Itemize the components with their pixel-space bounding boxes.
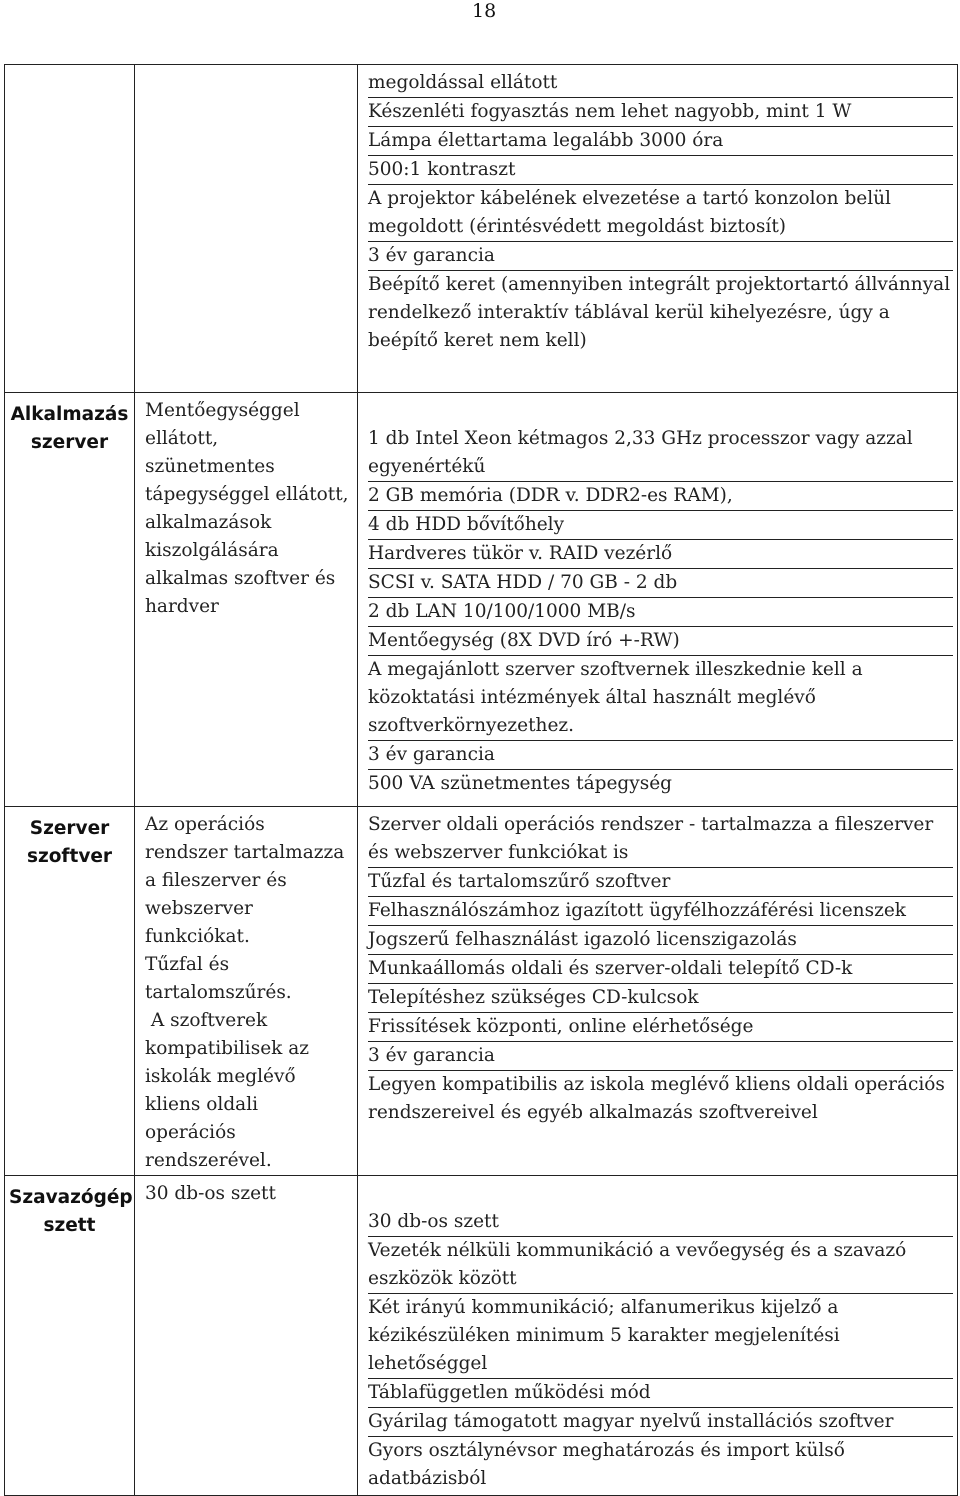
spec-item: Felhasználószámhoz igazított ügyfélhozzáférési licenszek — [368, 897, 953, 926]
description-cell — [135, 65, 358, 393]
spec-item: Vezeték nélküli kommunikáció a vevőegység és a szavazó eszközök között — [368, 1237, 953, 1294]
spec-item: 2 GB memória (DDR v. DDR2-es RAM), — [368, 482, 953, 511]
spec-item: Gyors osztálynévsor meghatározás és import külső adatbázisból — [368, 1440, 845, 1489]
spec-item: Táblafüggetlen működési mód — [368, 1379, 953, 1408]
description-cell — [135, 393, 358, 807]
spec-item: 3 év garancia — [368, 741, 953, 770]
spec-item: 500:1 kontraszt — [368, 156, 953, 185]
category-cell: Szerver szoftver — [5, 807, 135, 1176]
spec-item: Telepítéshez szükséges CD-kulcsok — [368, 984, 953, 1013]
table-row — [5, 65, 958, 393]
spec-item: Két irányú kommunikáció; alfanumerikus kijelző a kézikészüléken minimum 5 karakter megjelenítési lehetőséggel — [368, 1294, 953, 1379]
description-text: A szoftverek kompatibilisek az iskolák meglévő kliens oldali operációs rendszerével. — [145, 1010, 315, 1171]
spec-item: Beépítő keret (amennyiben integrált projektortartó állvánnyal rendelkező interaktív táblával kerül kihelyezésre, úgy a beépítő keret nem kell) — [368, 274, 951, 351]
description-text: Mentőegységgel ellátott, szünetmentes tápegységgel ellátott, alkalmazások kiszolgálására alkalmas szoftver és hardver — [145, 400, 349, 617]
spec-item: 1 db Intel Xeon kétmagos 2,33 GHz processzor vagy azzal egyenértékű — [368, 425, 953, 482]
spec-item: Tűzfal és tartalomszűrő szoftver — [368, 868, 953, 897]
spec-item: 4 db HDD bővítőhely — [368, 511, 953, 540]
spec-item: 3 év garancia — [368, 242, 953, 271]
description-text: 30 db-os szett — [145, 1183, 276, 1204]
spec-item: 2 db LAN 10/100/1000 MB/s — [368, 598, 953, 627]
spec-item: Szerver oldali operációs rendszer - tartalmazza a fileszerver és webszerver funkciókat is — [368, 811, 953, 868]
spec-item: megoldással ellátott — [368, 69, 953, 98]
category-cell — [5, 65, 135, 393]
spec-item: Jogszerű felhasználást igazoló licenszigazolás — [368, 926, 953, 955]
spec-item: A projektor kábelének elvezetése a tartó konzolon belül megoldott (érintésvédett megoldást biztosít) — [368, 185, 953, 242]
spec-cell — [358, 393, 958, 807]
description-text: Az operációs rendszer tartalmazza a fileszerver és webszerver funkciókat. — [145, 814, 345, 947]
category-cell: Szavazógép szett — [5, 1176, 135, 1496]
spec-cell — [358, 65, 958, 393]
table-row — [5, 1176, 958, 1496]
spec-cell — [358, 1176, 958, 1496]
description-cell — [135, 1176, 358, 1496]
spec-item: 500 VA szünetmentes tápegység — [368, 773, 672, 794]
spec-cell — [358, 807, 958, 1176]
category-cell: Alkalmazás szerver — [5, 393, 135, 807]
table-row — [5, 393, 958, 807]
spec-item: 3 év garancia — [368, 1042, 953, 1071]
spec-item: Lámpa élettartama legalább 3000 óra — [368, 127, 953, 156]
spec-item: Készenléti fogyasztás nem lehet nagyobb, mint 1 W — [368, 98, 953, 127]
table-row — [5, 807, 958, 1176]
page-number: 18 — [472, 0, 497, 22]
spec-item: Legyen kompatibilis az iskola meglévő kliens oldali operációs rendszereivel és egyéb alkalmazás szoftvereivel — [368, 1074, 945, 1123]
spec-item: 30 db-os szett — [368, 1208, 953, 1237]
spec-item: SCSI v. SATA HDD / 70 GB - 2 db — [368, 569, 953, 598]
spec-item: Hardveres tükör v. RAID vezérlő — [368, 540, 953, 569]
spec-item: Gyárilag támogatott magyar nyelvű installációs szoftver — [368, 1408, 953, 1437]
description-text: Tűzfal és tartalomszűrés. — [145, 954, 292, 1003]
spec-item: Munkaállomás oldali és szerver-oldali telepítő CD-k — [368, 955, 953, 984]
spec-table — [4, 64, 958, 1496]
spec-item: A megajánlott szerver szoftvernek illeszkednie kell a közoktatási intézmények által használt meglévő szoftverkörnyezethez. — [368, 656, 953, 741]
spec-item: Frissítések központi, online elérhetősége — [368, 1013, 953, 1042]
description-cell — [135, 807, 358, 1176]
spec-item: Mentőegység (8X DVD író +-RW) — [368, 627, 953, 656]
